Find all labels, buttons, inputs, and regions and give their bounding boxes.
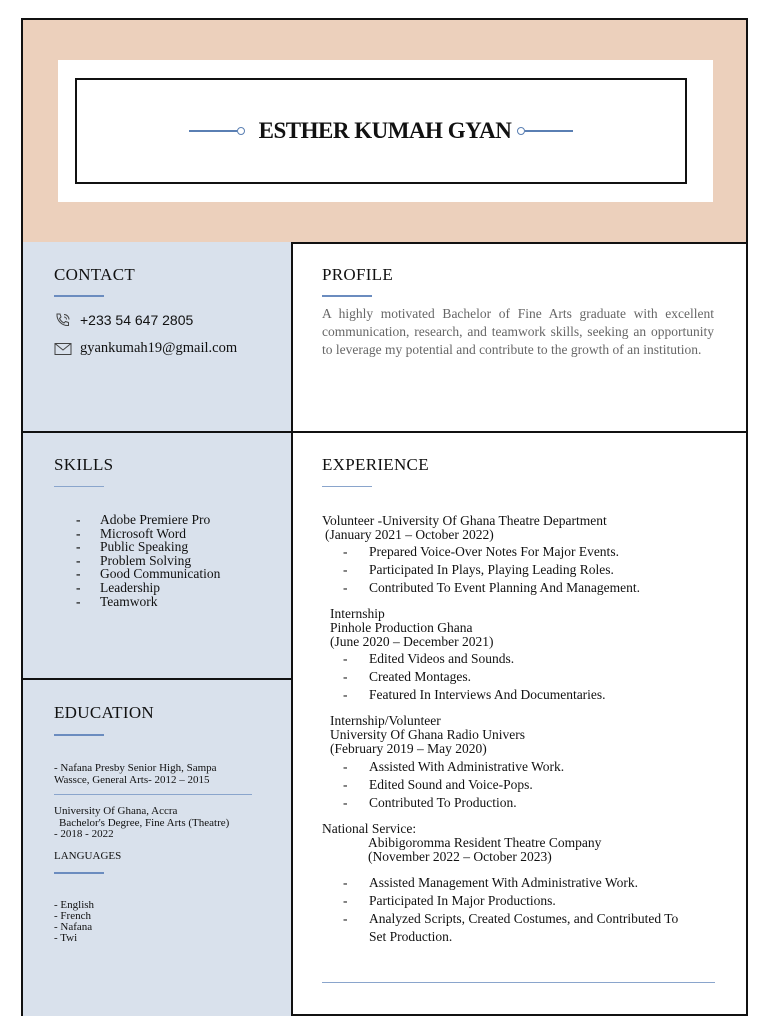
name-box <box>75 78 687 184</box>
list-item: - Twi <box>54 932 78 944</box>
list-item: - Public Speaking <box>76 539 189 555</box>
education-title: EDUCATION <box>54 703 154 722</box>
list-item: - Microsoft Word <box>76 525 187 541</box>
education-entry-2 <box>54 806 229 841</box>
job-4-heading: National Service: Abibigoromma Resident Theatre Company (November 2022 – October 2023) <box>322 821 602 864</box>
experience-bottom-rule <box>322 982 715 983</box>
school2-line1: University Of Ghana, Accra <box>54 805 178 817</box>
job-2-heading: Internship Pinhole Production Ghana (June 2020 – December 2021) <box>330 606 494 649</box>
phone-icon <box>54 312 72 328</box>
profile-summary: A highly motivated Bachelor of Fine Arts graduate with excellent communication, research, and teamwork skills, seeking an opportunity to leverage my potential and contribute to the growth of an institution. <box>322 306 714 357</box>
name-panel <box>58 60 713 202</box>
languages-list <box>54 900 94 944</box>
school2-line3: - 2018 - 2022 <box>54 828 114 840</box>
right-ornament <box>517 127 573 135</box>
mail-icon <box>54 342 72 356</box>
profile-accent <box>322 295 372 297</box>
list-item: - Nafana <box>54 921 93 933</box>
education-divider <box>54 794 252 795</box>
list-item: - Leadership <box>76 579 160 595</box>
list-item: - Edited Videos and Sounds. <box>343 651 515 666</box>
list-item: - Participated In Plays, Playing Leading Roles. <box>343 562 614 577</box>
contact-accent <box>54 295 104 297</box>
phone-number: +233 54 647 2805 <box>80 312 194 328</box>
list-item: - Prepared Voice-Over Notes For Major Events. <box>343 544 619 559</box>
experience-accent <box>322 486 372 487</box>
list-item: - Assisted Management With Administrative Work. <box>343 875 638 890</box>
education-accent <box>54 734 104 736</box>
job-3-heading: Internship/Volunteer University Of Ghana Radio Univers (February 2019 – May 2020) <box>330 713 525 756</box>
list-item: - Featured In Interviews And Documentaries. <box>343 687 606 702</box>
education-entry-1 <box>54 763 217 786</box>
list-item: - English <box>54 899 95 911</box>
list-item: Set Production. <box>369 929 453 944</box>
divider-contact-skills <box>23 431 746 433</box>
list-item: - Created Montages. <box>343 669 471 684</box>
skills-title: SKILLS <box>54 455 114 474</box>
experience-title: EXPERIENCE <box>322 455 429 474</box>
list-item: - Contributed To Event Planning And Management. <box>343 580 641 595</box>
languages-accent <box>54 872 104 874</box>
list-item: - Teamwork <box>76 593 158 609</box>
list-item: - Assisted With Administrative Work. <box>343 759 565 774</box>
profile-title: PROFILE <box>322 265 394 284</box>
list-item: - French <box>54 910 91 922</box>
list-item: - Good Communication <box>76 566 221 582</box>
skills-accent <box>54 486 104 487</box>
left-ornament <box>189 127 245 135</box>
list-item: - Participated In Major Productions. <box>343 893 556 908</box>
name-row <box>77 80 685 182</box>
school2-line2: Bachelor's Degree, Fine Arts (Theatre) <box>59 816 230 829</box>
header-band <box>23 20 746 244</box>
email-line <box>54 340 237 357</box>
skills-list <box>76 513 220 608</box>
phone-line <box>54 312 193 328</box>
list-item: - Contributed To Production. <box>343 795 517 810</box>
contact-title: CONTACT <box>54 265 136 284</box>
school1-line2: Wassce, General Arts- 2012 – 2015 <box>54 773 210 786</box>
list-item: - Analyzed Scripts, Created Costumes, and Contributed To <box>343 911 679 926</box>
school1-line1: - Nafana Presby Senior High, Sampa <box>54 762 217 774</box>
email-address[interactable]: gyankumah19@gmail.com <box>80 340 238 356</box>
resume-name: ESTHER KUMAH GYAN <box>258 118 512 143</box>
list-item: - Problem Solving <box>76 552 192 568</box>
job-1-heading: Volunteer -University Of Ghana Theatre Department (January 2021 – October 2022) <box>322 513 607 542</box>
languages-title: LANGUAGES <box>54 850 122 862</box>
list-item: - Edited Sound and Voice-Pops. <box>343 777 533 792</box>
divider-skills-education <box>23 678 291 680</box>
list-item: - Adobe Premiere Pro <box>76 512 211 527</box>
